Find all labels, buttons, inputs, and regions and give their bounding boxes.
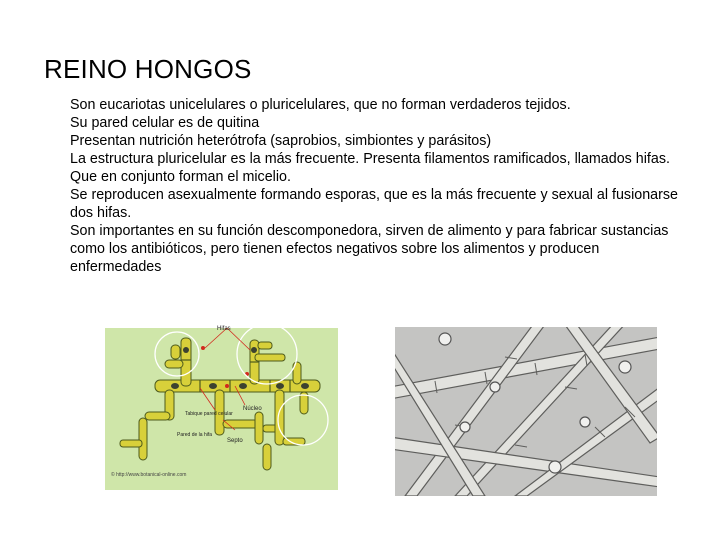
label-pared: Tabique pared celular [185, 411, 233, 417]
hyphae-diagram [105, 320, 338, 490]
bullet-item: La estructura pluricelular es la más frecuente. Presenta filamentos ramificados, llamados hifas. Que en conjunto forman el micelio. [70, 151, 670, 185]
label-micelio: Pared de la hifa [177, 432, 213, 438]
hyphae-micrograph [395, 327, 657, 496]
bullet-list [70, 96, 690, 276]
bullet-item: Son eucariotas unicelulares o pluricelulares, que no forman verdaderos tejidos. [70, 97, 571, 113]
label-hifas: Hifas [217, 326, 231, 332]
label-nucleo: Núcleo [243, 406, 262, 412]
watermark-text: © http://www.botanical-online.com [111, 472, 187, 478]
bullet-item: Presentan nutrición heterótrofa (saprobios, simbiontes y parásitos) [70, 133, 492, 149]
slide-title: REINO HONGOS [44, 54, 252, 84]
bullet-item: Su pared celular es de quitina [70, 115, 260, 131]
label-septo: Septo [227, 438, 243, 444]
bullet-item: Son importantes en su función descomponedora, sirven de alimento y para fabricar sustancias como los antibióticos, pero tienen efectos negativos sobre los alimentos y producen enfermedades [70, 223, 669, 275]
bullet-item: Se reproducen asexualmente formando esporas, que es la más frecuente y sexual al fusionarse dos hifas. [70, 187, 678, 221]
